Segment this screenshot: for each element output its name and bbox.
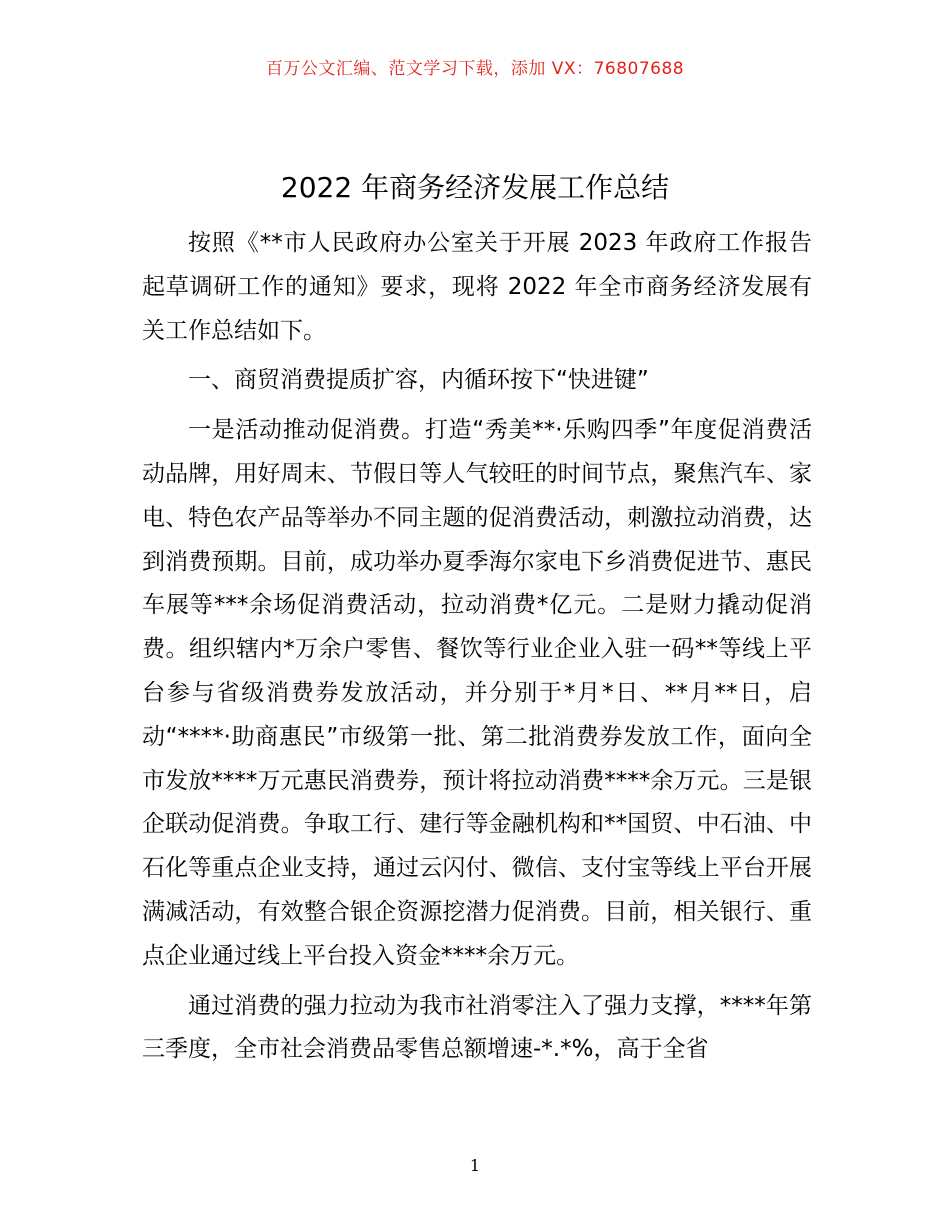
intro-paragraph: 按照《**市人民政府办公室关于开展 2023 年政府工作报告起草调研工作的通知》要求，现将 2022 年全市商务经济发展有关工作总结如下。 — [142, 230, 812, 344]
document-body — [142, 222, 812, 1072]
body-paragraph: 通过消费的强力拉动为我市社消零注入了强力支撑，****年第三季度，全市社会消费品零售总额增速-*.*%，高于全省 — [142, 992, 812, 1063]
section-heading: 一、商贸消费提质扩容，内循环按下“快进键” — [188, 367, 649, 394]
page-number: 1 — [469, 1156, 481, 1175]
document-title: 2022 年商务经济发展工作总结 — [280, 171, 670, 204]
body-paragraph: 一是活动推动促消费。打造“秀美**·乐购四季”年度促消费活动品牌，用好周末、节假日等人气较旺的时间节点，聚焦汽车、家电、特色农产品等举办不同主题的促消费活动，刺激拉动消费，达到消费预期。目前，成功举办夏季海尔家电下乡消费促进节、惠民车展等***余场促消费活动，拉动消费*亿元。二是财力撬动促消费。组织辖内*万余户零售、餐饮等行业企业入驻一码**等线上平台参与省级消费券发放活动，并分别于*月*日、**月**日，启动“****·助商惠民”市级第一批、第二批消费券发放工作，面向全市发放****万元惠民消费券，预计将拉动消费****余万元。三是银企联动促消费。争取工行、建行等金融机构和**国贸、中石油、中石化等重点企业支持，通过云闪付、微信、支付宝等线上平台开展满减活动，有效整合银企资源挖潜力促消费。目前，相关银行、重点企业通过线上平台投入资金****余万元。 — [142, 417, 812, 969]
header-note: 百万公文汇编、范文学习下载，添加 VX：76807688 — [265, 59, 685, 79]
